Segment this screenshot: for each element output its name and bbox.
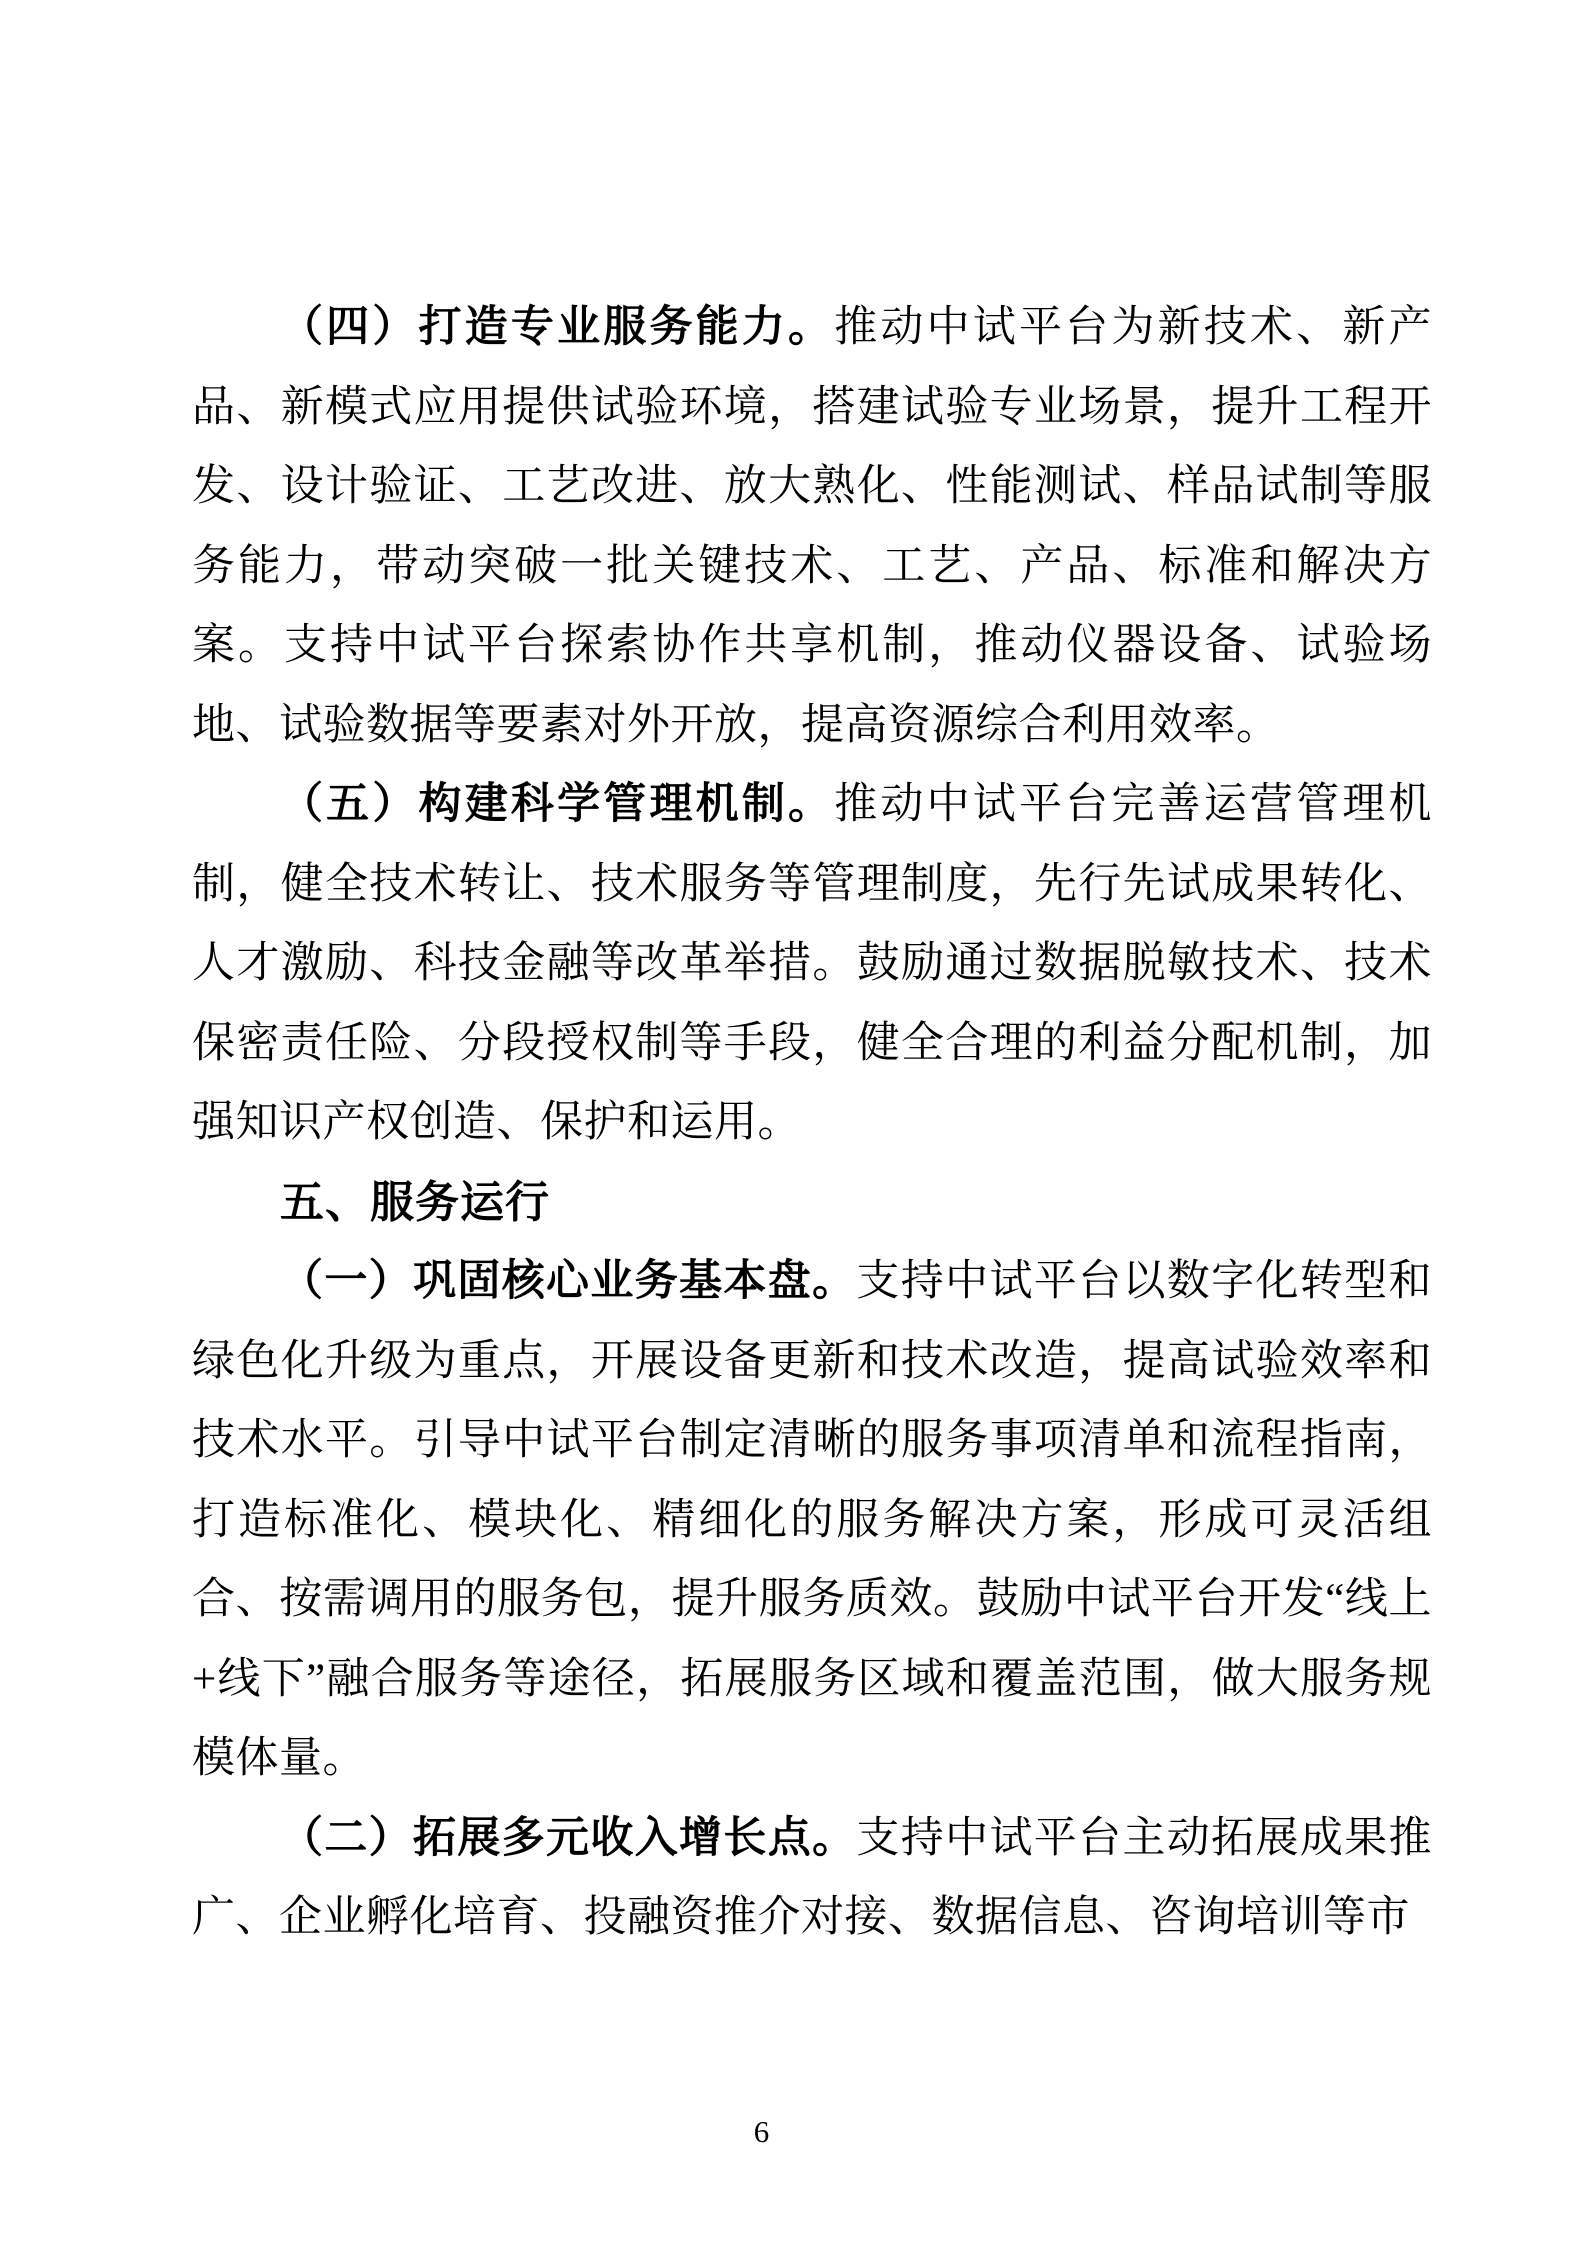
paragraph-lead: （一）巩固核心业务基本盘。	[280, 1258, 857, 1305]
paragraph-lead: （五）构建科学管理机制。	[280, 781, 835, 828]
paragraph-body: 推动中试平台完善运营管理机制，健全技术转让、技术服务等管理制度，先行先试成果转化、人才激励、科技金融等改革举措。鼓励通过数据脱敏技术、技术保密责任险、分段授权制等手段，健全合理的利益分配机制，加强知识产权创造、保护和运用。	[192, 781, 1432, 1146]
paragraph-lead: （二）拓展多元收入增长点。	[280, 1814, 857, 1862]
paragraph-body: 支持中试平台主动拓展成果推广、企业孵化培育、投融资推介对接、数据信息、咨询培训等市	[192, 1814, 1433, 1941]
paragraph-section4-item4	[192, 288, 1432, 765]
document-body	[192, 288, 1432, 1958]
paragraph-section5-item2	[192, 1799, 1432, 1958]
page-number: 6	[753, 2114, 770, 2149]
paragraph-body: 支持中试平台以数字化转型和绿色化升级为重点，开展设备更新和技术改造，提高试验效率和技术水平。引导中试平台制定清晰的服务事项清单和流程指南，打造标准化、模块化、精细化的服务解决方案，形成可灵活组合、按需调用的服务包，提升服务质效。鼓励中试平台开发“线上+线下”融合服务等途径，拓展服务区域和覆盖范围，做大服务规模体量。	[192, 1258, 1433, 1782]
paragraph-lead: （四）打造专业服务能力。	[280, 304, 835, 351]
paragraph-section4-item5	[192, 765, 1432, 1163]
paragraph-body: 推动中试平台为新技术、新产品、新模式应用提供试验环境，搭建试验专业场景，提升工程开发、设计验证、工艺改进、放大熟化、性能测试、样品试制等服务能力，带动突破一批关键技术、工艺、产品、标准和解决方案。支持中试平台探索协作共享机制，推动仪器设备、试验场地、试验数据等要素对外开放，提高资源综合利用效率。	[192, 304, 1432, 749]
paragraph-section5-item1	[192, 1242, 1432, 1799]
section-heading: 五、服务运行	[280, 1177, 550, 1227]
